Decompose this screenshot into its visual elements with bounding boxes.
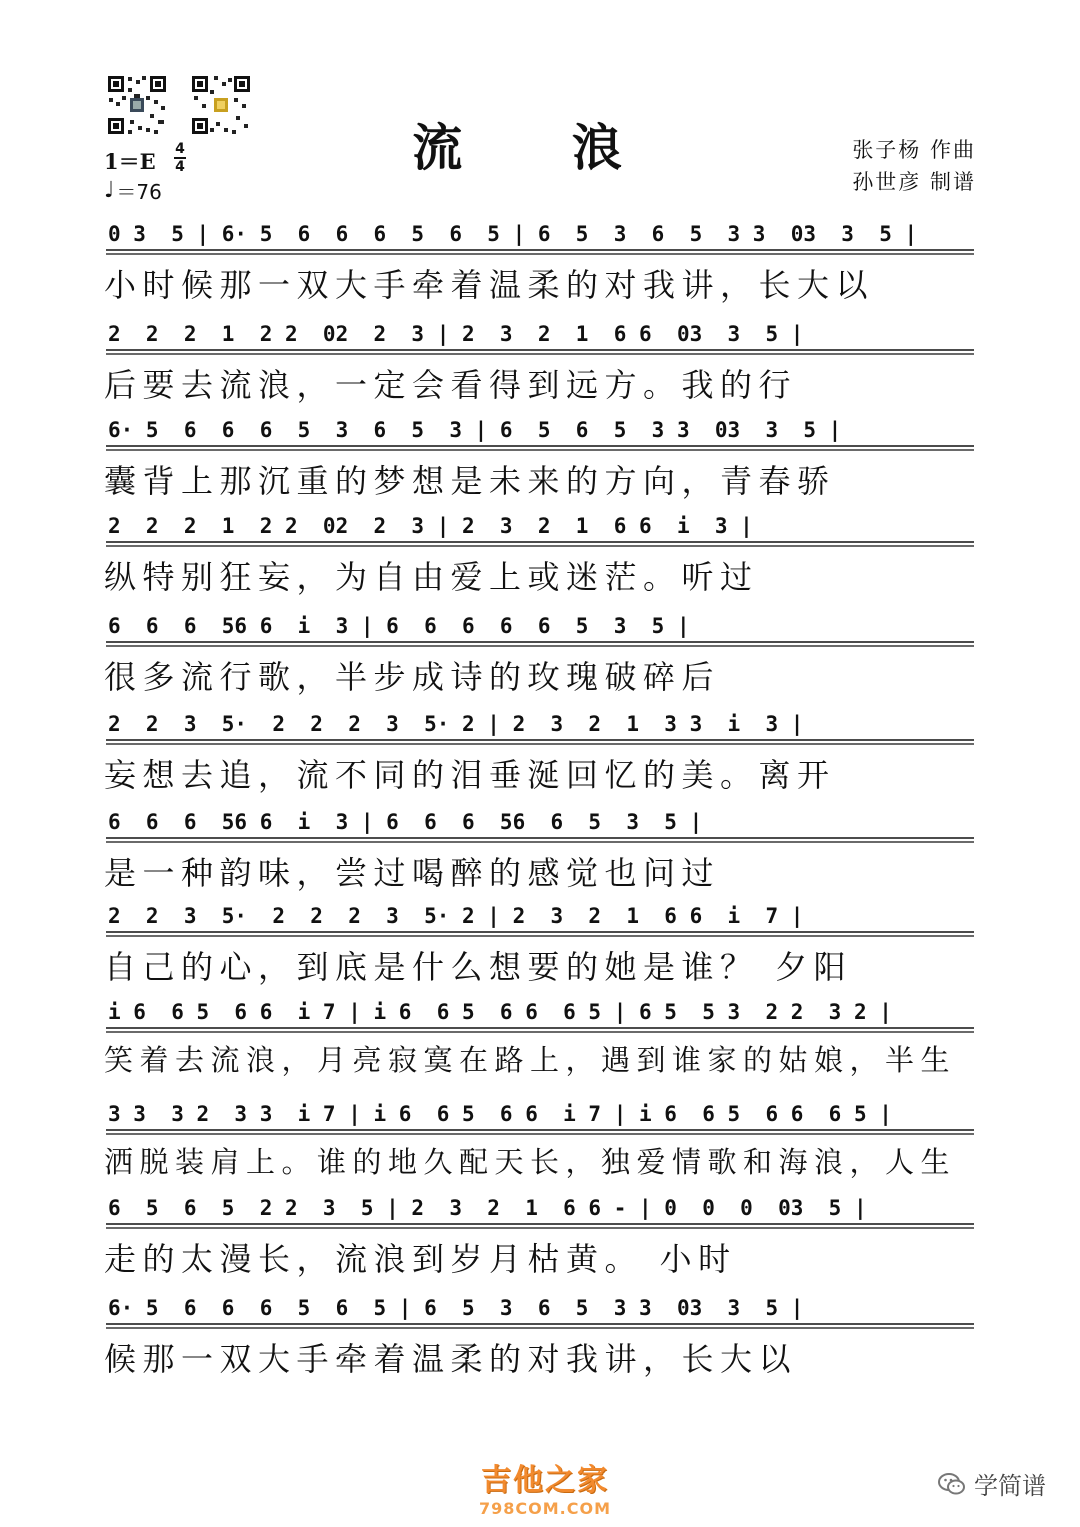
arranger-credit: 孙世彦 制谱 [852, 170, 976, 194]
lyrics-line: 是一种韵味，尝过喝醉的感觉也问过 [104, 854, 721, 892]
score-system [104, 1190, 978, 1286]
wechat-label: 学简谱 [974, 1472, 1046, 1500]
score-system [104, 898, 978, 994]
key-signature: 1＝E [104, 149, 156, 174]
tempo-marking [104, 176, 162, 205]
notation-line: 6 5 6 5 2 2 3 5 | 2 3 2 1 6 6 - | 0 0 0 03 5 | [108, 1196, 867, 1220]
time-signature-top: 4 [175, 141, 185, 157]
site-logo [472, 1455, 618, 1518]
notation-line: 2 2 3 5· 2 2 2 3 5· 2 | 2 3 2 1 6 6 i 7 | [108, 904, 804, 928]
time-signature [174, 142, 186, 174]
time-signature-bottom: 4 [175, 158, 185, 175]
tempo-value: ＝76 [116, 180, 162, 204]
notation-line: 2 2 2 1 2 2 02 2 3 | 2 3 2 1 6 6 i 3 | [108, 514, 753, 538]
notation-line: 3 3 3 2 3 3 i 7 | i 6 6 5 6 6 i 7 | i 6 6 5 6 6 6 5 | [108, 1102, 892, 1126]
song-title: 流 浪 [412, 118, 668, 177]
score-system [104, 804, 978, 900]
notation-line: 0 3 5 | 6· 5 6 6 6 5 6 5 | 6 5 3 6 5 3 3 03 3 5 | [108, 222, 918, 246]
score-system [104, 508, 978, 604]
lyrics-line: 小时候那一双大手牵着温柔的对我讲，长大以 [104, 266, 875, 304]
score-system [104, 1096, 978, 1192]
site-logo-url: 798COM.COM [478, 1499, 611, 1518]
lyrics-line: 候那一双大手牵着温柔的对我讲，长大以 [104, 1340, 798, 1378]
score-system [104, 994, 978, 1090]
score-system [104, 608, 978, 704]
site-logo-text: 吉他之家 [481, 1463, 609, 1498]
score-system [104, 216, 978, 312]
notation-line: 6 6 6 56 6 i 3 | 6 6 6 6 6 5 3 5 | [108, 614, 690, 638]
composer-credit: 张子杨 作曲 [852, 138, 976, 162]
notation-line: 6· 5 6 6 6 5 6 5 | 6 5 3 6 5 3 3 03 3 5 | [108, 1296, 804, 1320]
wechat-account [938, 1466, 1046, 1501]
lyrics-line: 后要去流浪，一定会看得到远方。我的行 [104, 366, 798, 404]
notation-line: 6· 5 6 6 6 5 3 6 5 3 | 6 5 6 5 3 3 03 3 5 | [108, 418, 842, 442]
notation-line: 6 6 6 56 6 i 3 | 6 6 6 56 6 5 3 5 | [108, 810, 703, 834]
lyrics-line: 妄想去追，流不同的泪垂涎回忆的美。离开 [104, 756, 836, 794]
notation-line: 2 2 3 5· 2 2 2 3 5· 2 | 2 3 2 1 3 3 i 3 | [108, 712, 804, 736]
lyrics-line: 走的太漫长，流浪到岁月枯黄。 小时 [104, 1240, 737, 1278]
score-system [104, 412, 978, 508]
notation-line: i 6 6 5 6 6 i 7 | i 6 6 5 6 6 6 5 | 6 5 5 3 2 2 3 2 | [108, 1000, 892, 1024]
score-system [104, 706, 978, 802]
score-system [104, 316, 978, 412]
lyrics-line: 自己的心，到底是什么想要的她是谁？ 夕阳 [104, 948, 853, 986]
lyrics-line: 笑着去流浪，月亮寂寞在路上，遇到谁家的姑娘，半生 [104, 1043, 957, 1077]
lyrics-line: 纵特别狂妄，为自由爱上或迷茫。听过 [104, 558, 759, 596]
lyrics-line: 很多流行歌，半步成诗的玫瑰破碎后 [104, 658, 721, 696]
notation-line: 2 2 2 1 2 2 02 2 3 | 2 3 2 1 6 6 03 3 5 | [108, 322, 804, 346]
wechat-icon [938, 1472, 966, 1496]
lyrics-line: 囊背上那沉重的梦想是未来的方向，青春骄 [104, 462, 836, 500]
credits [852, 134, 976, 198]
lyrics-line: 洒脱装肩上。谁的地久配天长，独爱情歌和海浪，人生 [104, 1145, 957, 1179]
score-system [104, 1290, 978, 1386]
quarter-note-icon: ♩ [104, 177, 115, 203]
